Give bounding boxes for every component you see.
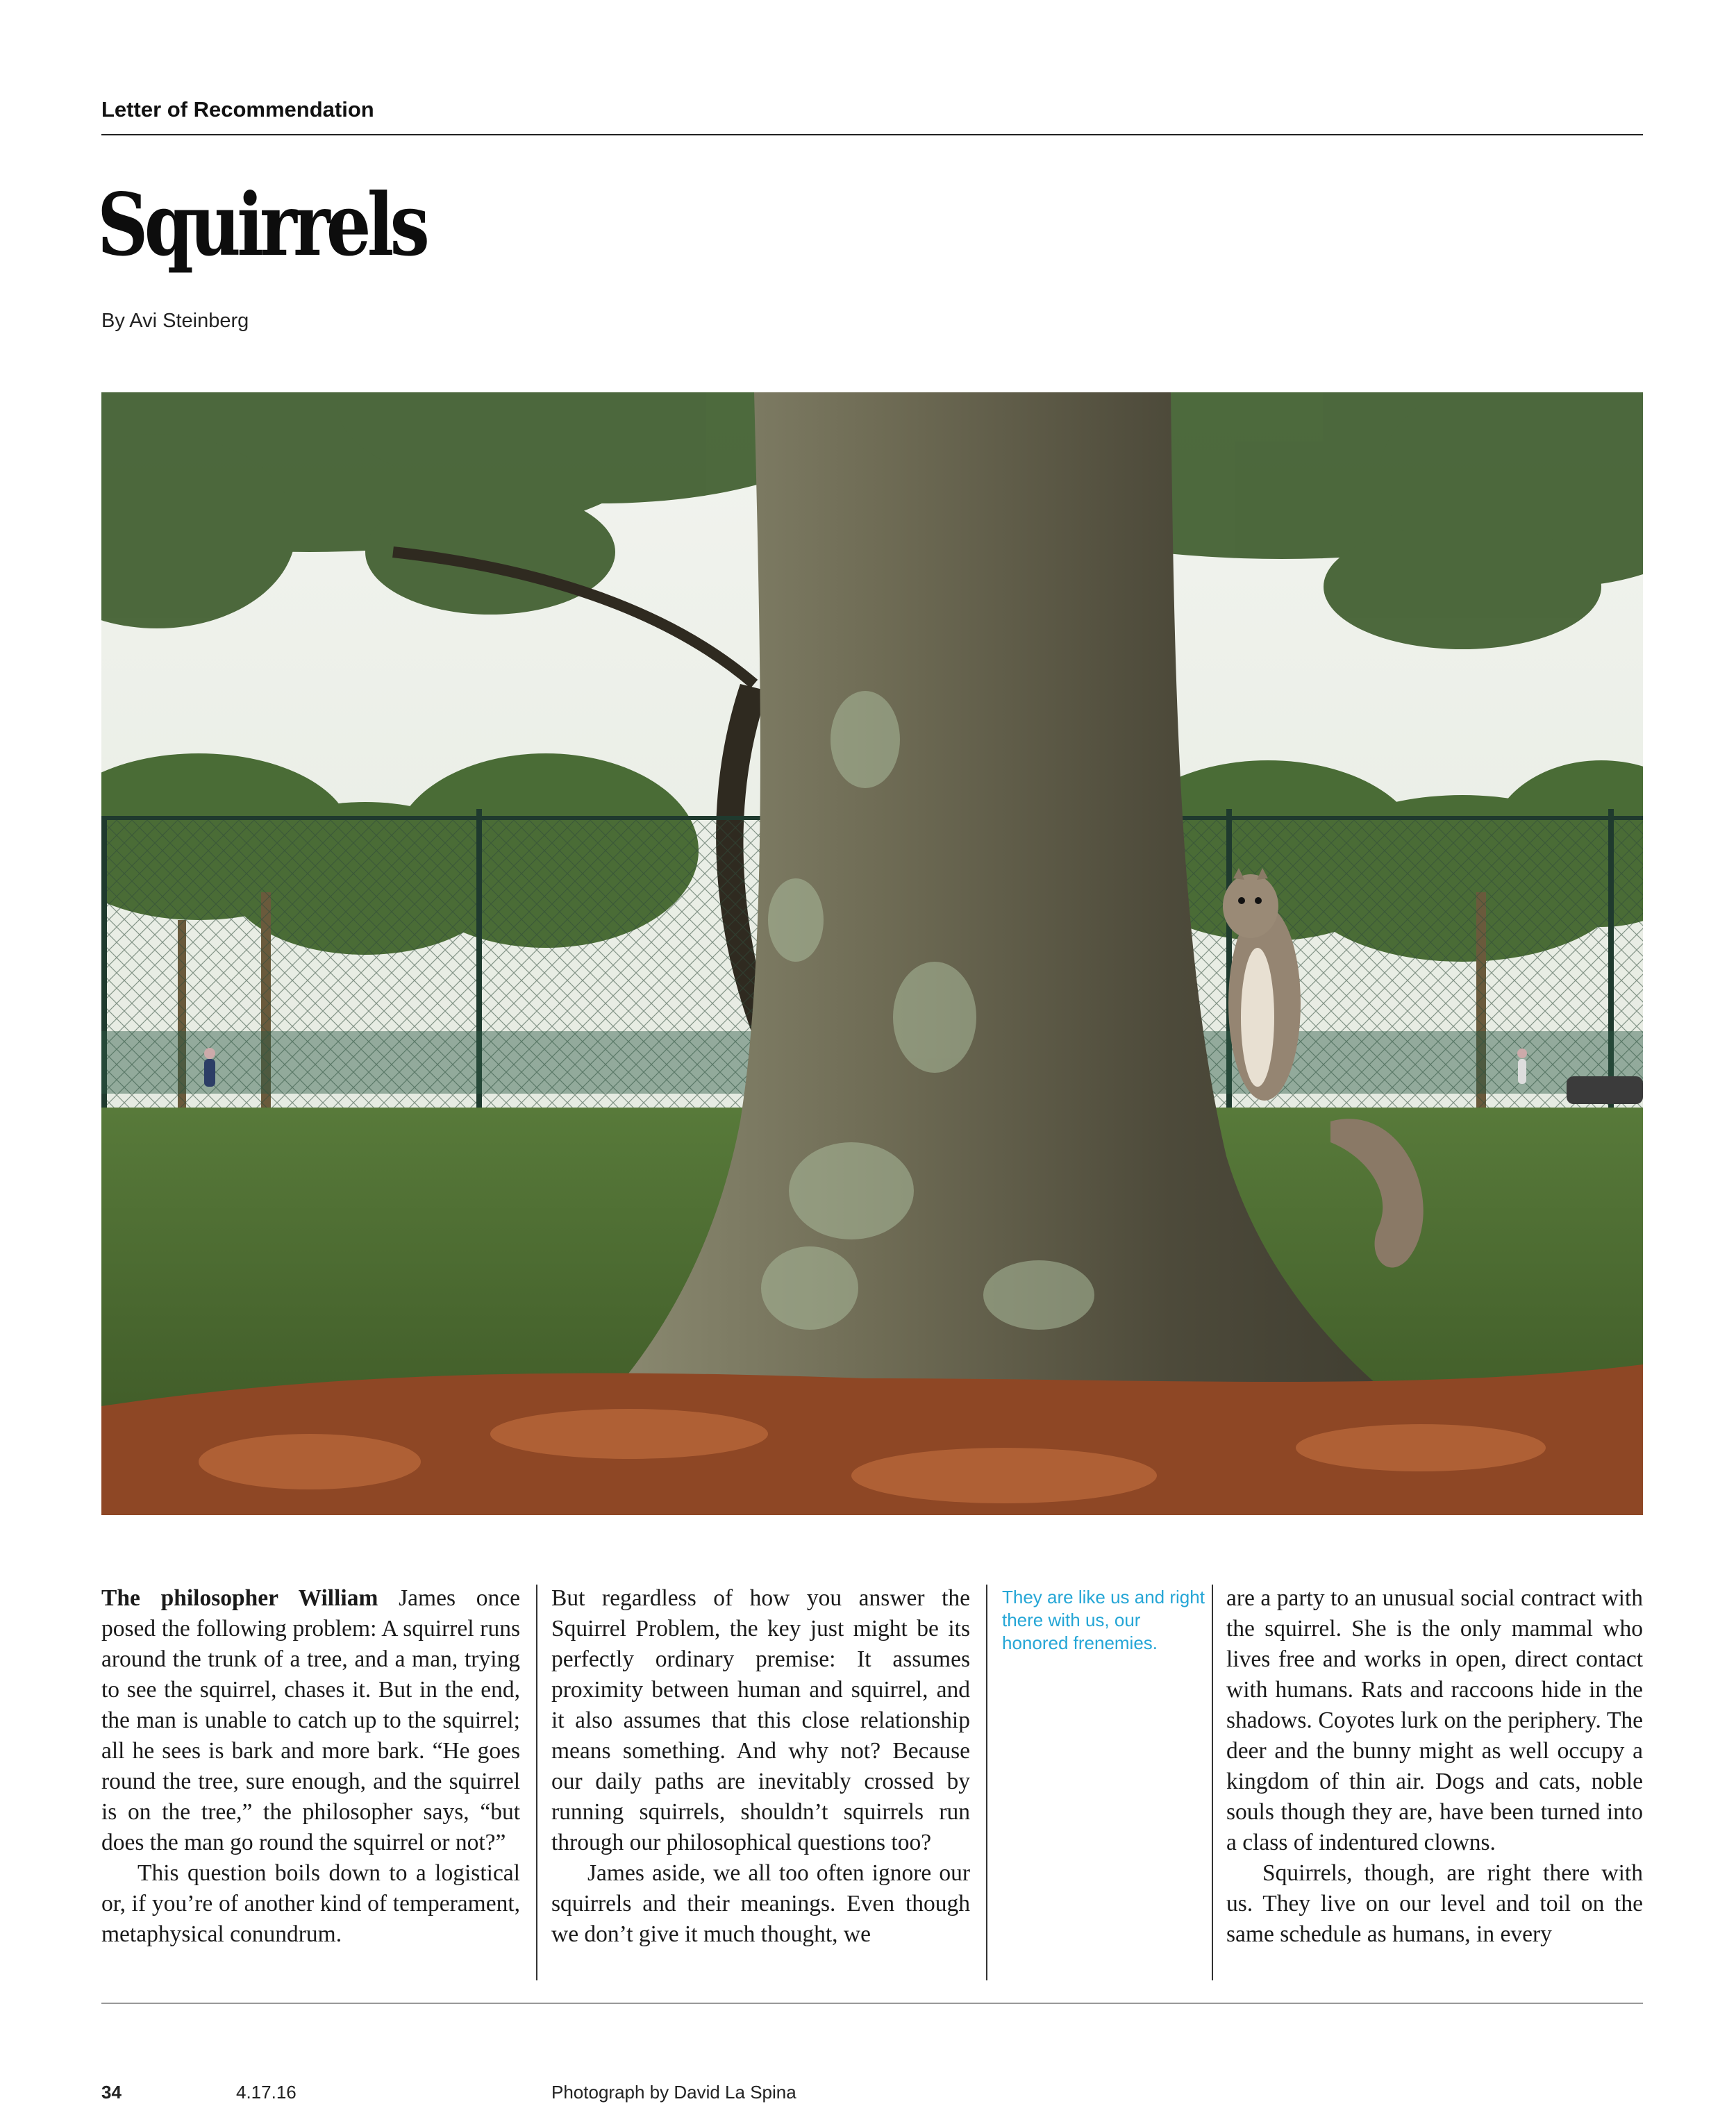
paragraph: This question boils down to a logistical or, if you’re of another kind of temperament, metaphysical conundrum. — [101, 1860, 520, 1947]
paragraph: are a party to an unusual social contract with the squirrel. She is the only mammal who lives free and works in open, direct contact with humans. Rats and raccoons hide in the shadows. Coyotes lurk on the periphery. The deer and the bunny might as well occupy a kingdom of thin air. Dogs and cats, noble souls though they are, have been turned into a class of indentured clowns. — [1226, 1585, 1643, 1855]
paragraph: James aside, we all too often ignore our squirrels and their meanings. Even though we don’t give it much thought, we — [551, 1860, 970, 1947]
body-column-4 — [1226, 1583, 1643, 1950]
lead-in: The philosopher William — [101, 1585, 378, 1611]
photo-illustration — [101, 392, 1643, 1515]
paragraph: Squirrels, though, are right there with us. They live on our level and toil on the same schedule as humans, in every — [1226, 1860, 1643, 1947]
column-divider — [1212, 1585, 1213, 1980]
article-title: Squirrels — [97, 175, 426, 276]
top-rule — [101, 134, 1643, 135]
paragraph: But regardless of how you answer the Squirrel Problem, the key just might be its perfectly ordinary premise: It assumes proximity between human and squirrel, and it also assumes that this close relationship means something. And why not? Because our daily paths are inevitably crossed by running squirrels, shouldn’t squirrels run through our philosophical questions too? — [551, 1585, 970, 1855]
body-column-2 — [551, 1583, 970, 1950]
paragraph-text: James once posed the following problem: A squirrel runs around the trunk of a tree, and a man, trying to see the squirrel, chases it. But in the end, the man is unable to catch up to the squirrel; all he sees is bark and more bark. “He goes round the tree, sure enough, and the squirrel is on the tree,” the philosopher says, “but does the man go round the squirrel or not?” — [101, 1585, 520, 1855]
issue-date: 4.17.16 — [236, 2082, 297, 2103]
column-divider — [536, 1585, 537, 1980]
byline: By Avi Steinberg — [101, 310, 249, 332]
section-label: Letter of Recommendation — [101, 97, 374, 122]
photo-credit: Photograph by David La Spina — [551, 2082, 796, 2103]
hero-photograph — [101, 392, 1643, 1515]
paragraph — [101, 1583, 520, 1858]
body-column-1 — [101, 1583, 520, 1950]
bottom-rule — [101, 2003, 1643, 2004]
page-number: 34 — [101, 2082, 122, 2103]
pull-quote: They are like us and right there with us, our honored frenemies. — [1002, 1587, 1205, 1653]
column-divider — [986, 1585, 987, 1980]
